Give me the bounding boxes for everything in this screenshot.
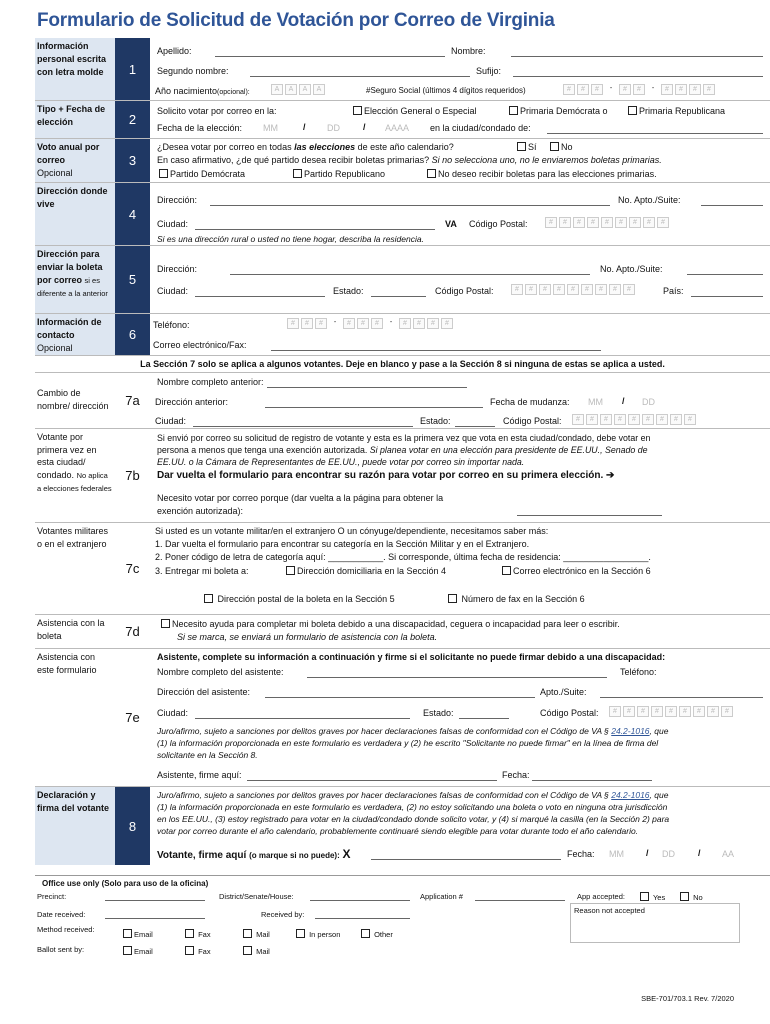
nombre-anterior-field[interactable] (267, 387, 467, 388)
ssn-label: #Seguro Social (últimos 4 dígitos requeridos) (366, 86, 526, 95)
ciudad-anterior-label: Ciudad: (155, 416, 187, 426)
estado-anterior-label: Estado: (420, 416, 451, 426)
general-checkbox[interactable] (353, 106, 362, 115)
yes-option[interactable]: Yes (640, 892, 665, 902)
other-checkbox[interactable] (361, 929, 370, 938)
section-7c (35, 523, 770, 615)
mudanza-label: Fecha de mudanza: (490, 397, 570, 407)
votante-fecha-label: Fecha: (567, 849, 595, 859)
section-7c-label: Votantes militares o en el extranjero (37, 526, 109, 549)
asistencia-checkbox[interactable] (161, 619, 170, 628)
partido-rep-option[interactable]: Partido Republicano (293, 169, 385, 179)
section-1-number: 1 (115, 38, 150, 100)
mail-estado-label: Estado: (333, 286, 364, 296)
yes-checkbox[interactable] (640, 892, 649, 901)
primaria-rep-option[interactable]: Primaria Republicana (628, 106, 725, 116)
signature-x: X (342, 847, 351, 861)
7b-necesito-2: exención autorizada): (157, 506, 244, 516)
telefono-boxes[interactable]: # # # - # # # - # # # # (287, 318, 453, 329)
section-2 (35, 101, 770, 139)
sufijo-field[interactable] (513, 76, 763, 77)
fecha-aaaa[interactable]: AAAA (385, 123, 410, 133)
asistente-apto-label: Apto./Suite: (540, 687, 587, 697)
office-heading: Office use only (Solo para uso de la oficina) (42, 879, 209, 888)
reason-label: Reason not accepted (574, 906, 645, 915)
sent-mail-checkbox[interactable] (243, 946, 252, 955)
asistente-nombre-field[interactable] (307, 677, 607, 678)
ballot-sent-label: Ballot sent by: (37, 945, 85, 954)
ciudad-label: Ciudad: (157, 219, 189, 229)
mail-pais-label: País: (663, 286, 684, 296)
method-fax-checkbox[interactable] (185, 929, 194, 938)
ciudad-condado-label: en la ciudad/condado de: (430, 123, 531, 133)
section-8-number: 8 (115, 787, 150, 865)
asistente-estado-label: Estado: (423, 708, 454, 718)
method-fax[interactable]: Fax (185, 929, 211, 939)
partido-question: En caso afirmativo, ¿de qué partido desea recibir boletas primarias? Si no selecciona uno, no le enviaremos boletas primarias. (157, 155, 662, 165)
nombre-field[interactable] (511, 56, 763, 57)
7c-option-fax[interactable]: Número de fax en la Sección 6 (448, 594, 585, 604)
section-3 (35, 139, 770, 183)
section-7a-number: 7a (125, 393, 140, 408)
rural-note: Si es una dirección rural o usted no tiene hogar, describa la residencia. (157, 234, 424, 244)
fecha-dd[interactable]: DD (327, 123, 340, 133)
solicito-label: Solicito votar por correo en la: (157, 106, 277, 116)
apto-field[interactable] (701, 205, 763, 206)
mudanza-dd[interactable]: DD (642, 397, 655, 407)
7c-item-1: 1. Dar vuelta el formulario para encontrar su categoría en la Sección Militar y en el Extranjero. (155, 539, 530, 549)
partido-dem-option[interactable]: Partido Demócrata (159, 169, 245, 179)
mail-direccion-label: Dirección: (157, 264, 198, 274)
asistente-nombre-label: Nombre completo del asistente: (157, 667, 284, 677)
section-7c-number: 7c (125, 561, 140, 576)
exencion-field[interactable] (517, 515, 662, 516)
method-mail-checkbox[interactable] (243, 929, 252, 938)
7e-juro-3: solicitante en la Sección 8. (157, 750, 258, 760)
asistente-cp-boxes[interactable]: # # # # # # # # # (609, 706, 733, 717)
date-received-label: Date received: (37, 910, 86, 919)
ciudad-field[interactable] (195, 229, 435, 230)
mail-pais-field[interactable] (691, 296, 763, 297)
si-option[interactable]: Sí (517, 142, 537, 152)
domicilio-checkbox[interactable] (286, 566, 295, 575)
district-field[interactable] (310, 900, 410, 901)
7b-text-2: persona a menos que tenga una exención autorizada. Si planea votar en una elección para presidente de EE.UU., Senado de (157, 445, 648, 455)
mail-cp-label: Código Postal: (435, 286, 494, 296)
arrow-right-icon: ➔ (606, 470, 615, 481)
section-7e (35, 649, 770, 787)
telefono-label: Teléfono: (153, 320, 190, 330)
no-deseo-checkbox[interactable] (427, 169, 436, 178)
votante-fecha-dd[interactable]: DD (662, 849, 675, 859)
method-email-checkbox[interactable] (123, 929, 132, 938)
section-5 (35, 246, 770, 314)
7c-option-domicilio[interactable]: Dirección domiciliaria en la Sección 4 (286, 566, 446, 576)
office-use-section (35, 875, 770, 960)
partido-dem-checkbox[interactable] (159, 169, 168, 178)
method-mail[interactable]: Mail (243, 929, 270, 939)
votante-fecha-aa[interactable]: AA (722, 849, 735, 859)
fax-checkbox[interactable] (448, 594, 457, 603)
section-2-number: 2 (115, 101, 150, 138)
section-1 (35, 38, 770, 101)
codigo-postal-label: Código Postal: (469, 219, 528, 229)
section-7d (35, 615, 770, 649)
asistente-ciudad-label: Ciudad: (157, 708, 189, 718)
no-checkbox[interactable] (550, 142, 559, 151)
received-by-field[interactable] (315, 918, 410, 919)
section-7b-number: 7b (125, 468, 140, 483)
birth-year-boxes[interactable]: A A A A (271, 84, 325, 95)
no-option[interactable]: No (550, 142, 573, 152)
section-7d-number: 7d (125, 624, 140, 639)
7d-note: Si se marca, se enviará un formulario de asistencia con la boleta. (177, 632, 438, 642)
8-juro-1: Juro/afirmo, sujeto a sanciones por delitos graves por hacer declaraciones falsas de conformidad con el Código de VA § 24.2-1016, que (157, 790, 669, 800)
ciudad-anterior-field[interactable] (193, 426, 413, 427)
postal-checkbox[interactable] (204, 594, 213, 603)
7c-option-postal[interactable]: Dirección postal de la boleta en la Sección 5 (204, 594, 395, 604)
asistente-dir-label: Dirección del asistente: (157, 687, 251, 697)
7c-item-2: 2. Poner código de letra de categoría aquí: ___________. Si corresponde, última fecha de residencia: _________________. (155, 552, 651, 562)
ciudad-condado-field[interactable] (547, 133, 763, 134)
apellido-field[interactable] (215, 56, 445, 57)
section-4 (35, 183, 770, 246)
section-8 (35, 787, 770, 865)
method-in-person[interactable]: In person (296, 929, 340, 939)
section-7e-number: 7e (125, 710, 140, 725)
section-7-banner: La Sección 7 solo se aplica a algunos votantes. Deje en blanco y pase a la Sección 8 si ninguna de estas se aplica a usted. (35, 356, 770, 373)
section-6 (35, 314, 770, 356)
7d-text[interactable]: Necesito ayuda para completar mi boleta debido a una discapacidad, ceguera o incapacidad para leer o escribir. (161, 619, 620, 629)
correo-checkbox[interactable] (502, 566, 511, 575)
votante-slash-2: / (698, 848, 701, 858)
form-code-footer: SBE-701/703.1 Rev. 7/2020 (641, 994, 734, 1003)
application-label: Application # (420, 892, 463, 901)
fecha-eleccion-label: Fecha de la elección: (157, 123, 243, 133)
primaria-rep-checkbox[interactable] (628, 106, 637, 115)
asistente-apto-field[interactable] (600, 697, 763, 698)
votante-slash-1: / (646, 848, 649, 858)
sent-email-checkbox[interactable] (123, 946, 132, 955)
asistente-fecha-label: Fecha: (502, 770, 530, 780)
method-label: Method received: (37, 925, 95, 934)
anual-question: ¿Desea votar por correo en todas las elecciones de este año calendario? (157, 142, 454, 152)
district-label: District/Senate/House: (219, 892, 294, 901)
no-accept-checkbox[interactable] (680, 892, 689, 901)
asistente-dir-field[interactable] (265, 697, 535, 698)
ssn-boxes[interactable]: # # # - # # - # # # # (563, 84, 715, 95)
mudanza-mm[interactable]: MM (588, 397, 603, 407)
section-5-label: Dirección para enviar la boleta por correo si es diferente a la anterior (35, 246, 115, 313)
direccion-field[interactable] (210, 205, 610, 206)
asistente-fecha-field[interactable] (532, 780, 652, 781)
no-deseo-option[interactable]: No deseo recibir boletas para las elecciones primarias. (427, 169, 657, 179)
section-2-label: Tipo + Fecha de elección (35, 101, 115, 138)
method-email[interactable]: Email (123, 929, 153, 939)
codigo-va-link[interactable]: 24.2-1016 (611, 726, 650, 736)
votante-fecha-mm[interactable]: MM (609, 849, 624, 859)
estado-anterior-field[interactable] (455, 426, 495, 427)
si-checkbox[interactable] (517, 142, 526, 151)
mail-zip-boxes[interactable]: # # # # # # # # # (511, 284, 635, 295)
primaria-dem-checkbox[interactable] (509, 106, 518, 115)
asistente-tel-label: Teléfono: (620, 667, 657, 677)
method-other[interactable]: Other (361, 929, 393, 939)
votante-firma-label: Votante, firme aquí (o marque si no puede): X (157, 847, 351, 861)
primaria-dem-option[interactable]: Primaria Demócrata o (509, 106, 608, 116)
8-juro-2: (1) la información proporcionada en este formulario es verdadera, (2) no estoy solicitando una boleta o voto en ninguna otra jurisdicción (157, 802, 668, 812)
state-va: VA (445, 219, 457, 229)
received-by-label: Received by: (261, 910, 305, 919)
sent-fax-checkbox[interactable] (185, 946, 194, 955)
partido-rep-checkbox[interactable] (293, 169, 302, 178)
apto-label: No. Apto./Suite: (618, 195, 681, 205)
section-5-number: 5 (115, 246, 150, 313)
section-7d-label: Asistencia con la boleta (37, 618, 105, 641)
mail-estado-field[interactable] (371, 296, 426, 297)
precinct-field[interactable] (105, 900, 205, 901)
votante-firma-field[interactable] (371, 859, 561, 860)
7c-item-3: 3. Entregar mi boleta a: (155, 566, 249, 576)
asistente-firma-label: Asistente, firme aquí: (157, 770, 242, 780)
section-3-label: Voto anual por correo Opcional (35, 139, 115, 182)
email-label: Correo electrónico/Fax: (153, 340, 247, 350)
direccion-anterior-field[interactable] (265, 407, 483, 408)
general-option[interactable]: Elección General o Especial (353, 106, 477, 116)
asistente-cp-label: Código Postal: (540, 708, 599, 718)
section-1-label: Información personal escrita con letra molde (35, 38, 115, 100)
apellido-label: Apellido: (157, 46, 192, 56)
7c-option-correo[interactable]: Correo electrónico en la Sección 6 (502, 566, 651, 576)
sent-fax[interactable]: Fax (185, 946, 211, 956)
fecha-mm[interactable]: MM (263, 123, 278, 133)
mail-ciudad-label: Ciudad: (157, 286, 189, 296)
direccion-anterior-label: Dirección anterior: (155, 397, 229, 407)
mail-apto-label: No. Apto./Suite: (600, 264, 663, 274)
7c-intro: Si usted es un votante militar/en el extranjero O un cónyuge/dependiente, necesitamos saber más: (155, 526, 549, 536)
cp-anterior-label: Código Postal: (503, 416, 562, 426)
cp-anterior-boxes[interactable]: # # # # # # # # # (572, 414, 696, 425)
mail-ciudad-field[interactable] (195, 296, 325, 297)
zip-boxes[interactable]: # # # # # # # # # (545, 217, 669, 228)
section-4-label: Dirección donde vive (35, 183, 115, 245)
precinct-label: Precinct: (37, 892, 67, 901)
app-accepted-label: App accepted: (577, 892, 625, 901)
nombre-label: Nombre: (451, 46, 486, 56)
section-7a-label: Cambio de nombre/ dirección (37, 388, 109, 411)
8-juro-3: en los EE.UU., (3) estoy registrado para votar en la ciudad/condado donde solicito votar, y (4) si marqué la casilla (en la Sección 2) para (157, 814, 670, 824)
application-field[interactable] (475, 900, 565, 901)
section-7b (35, 429, 770, 523)
email-field[interactable] (271, 350, 601, 351)
date-received-field[interactable] (105, 918, 205, 919)
section-4-number: 4 (115, 183, 150, 245)
7e-juro-2: (1) la información proporcionada en este formulario es verdadera y (2) he escrito "Solicitante no puede firmar" en la línea de firma del (157, 738, 659, 748)
asistente-estado-field[interactable] (459, 718, 509, 719)
section-7b-label: Votante por primera vez en esta ciudad/ condado. No aplica a elecciones federales (37, 432, 112, 493)
section-3-number: 3 (115, 139, 150, 182)
asistente-ciudad-field[interactable] (195, 718, 410, 719)
reason-box[interactable] (570, 903, 740, 943)
section-6-number: 6 (115, 314, 150, 355)
section-8-label: Declaración y firma del votante (35, 787, 115, 865)
ano-nacimiento-label: Año nacimiento(opcional): (155, 86, 250, 96)
7b-necesito-1: Necesito votar por correo porque (dar vuelta a la página para obtener la (157, 493, 444, 503)
slash-2: / (363, 122, 366, 132)
application-form (35, 38, 770, 865)
direccion-label: Dirección: (157, 195, 198, 205)
sufijo-label: Sufijo: (476, 66, 502, 76)
7b-text-3: EE.UU. o la Cámara de Representantes de EE.UU., puede votar por correo sin importar nada. (157, 457, 525, 467)
no-accept-option[interactable]: No (680, 892, 703, 902)
mudanza-slash: / (622, 396, 625, 406)
sent-email[interactable]: Email (123, 946, 153, 956)
segundo-nombre-field[interactable] (250, 76, 470, 77)
7b-bold-instruction: Dar vuelta el formulario para encontrar su razón para votar por correo en su primera elección. ➔ (157, 470, 615, 481)
sent-mail[interactable]: Mail (243, 946, 270, 956)
section-7a (35, 373, 770, 429)
mail-direccion-field[interactable] (230, 274, 590, 275)
section-7e-label: Asistencia con este formulario (37, 652, 97, 675)
in-person-checkbox[interactable] (296, 929, 305, 938)
section-6-label: Información de contacto Opcional (35, 314, 115, 355)
8-juro-4: votar por correo durante el año calendario, probablemente continuaré siendo elegible para votar durante todo el año calendario. (157, 826, 639, 836)
slash-1: / (303, 122, 306, 132)
codigo-va-link-8[interactable]: 24.2-1016 (611, 790, 650, 800)
mail-apto-field[interactable] (687, 274, 763, 275)
segundo-nombre-label: Segundo nombre: (157, 66, 229, 76)
nombre-anterior-label: Nombre completo anterior: (157, 377, 264, 387)
7b-text-1: Si envió por correo su solicitud de registro de votante y esta es la primera vez que vota en esta ciudad/condado, debe votar en (157, 433, 651, 443)
asistente-firma-field[interactable] (247, 780, 497, 781)
7e-juro-1: Juro/afirmo, sujeto a sanciones por delitos graves por hacer declaraciones falsas de conformidad con el Código de VA § 24.2-1016, que (157, 726, 669, 736)
form-title: Formulario de Solicitud de Votación por Correo de Virginia (37, 10, 555, 31)
7e-heading: Asistente, complete su información a continuación y firme si el solicitante no puede firmar debido a una discapacidad: (157, 652, 666, 662)
